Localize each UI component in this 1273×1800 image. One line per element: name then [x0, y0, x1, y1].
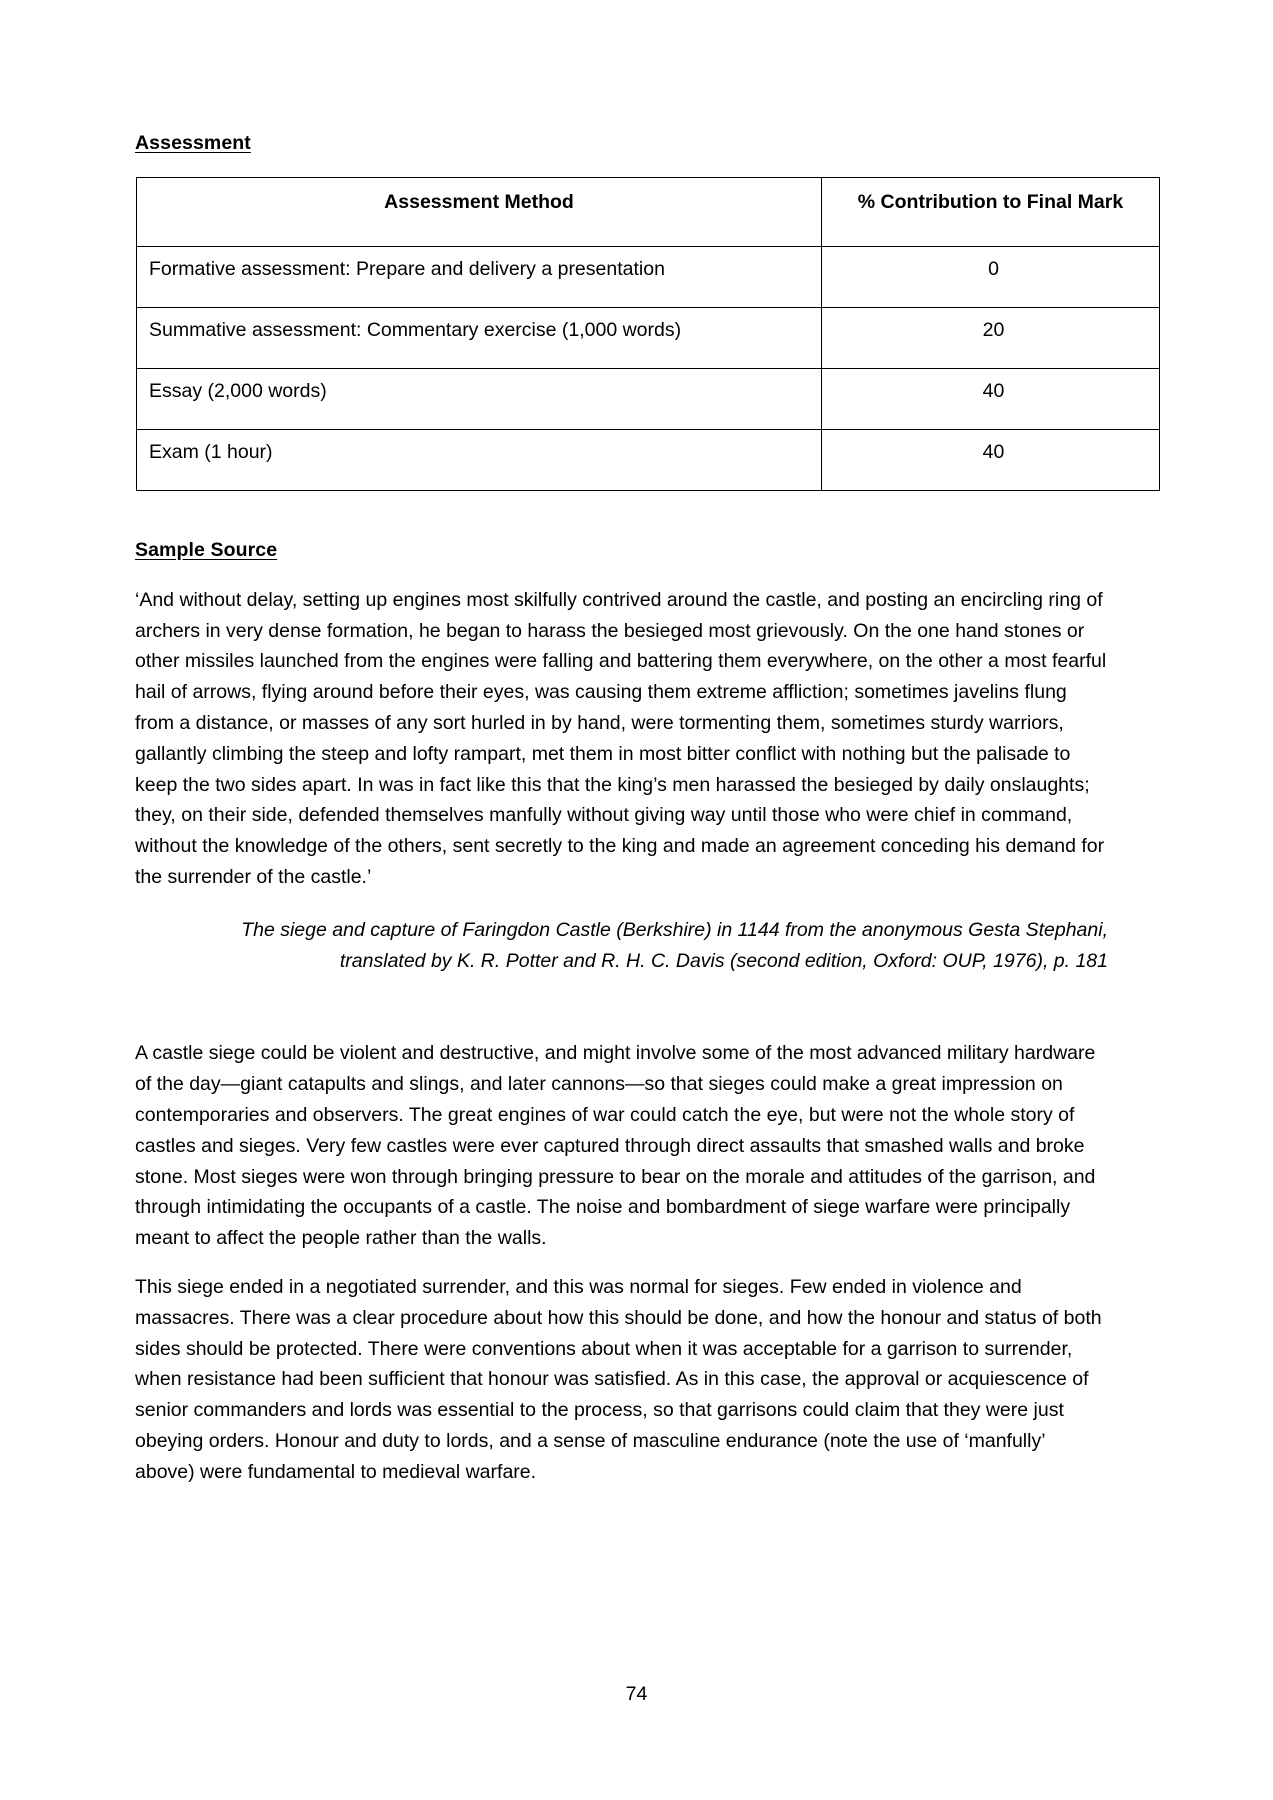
assessment-table-head — [137, 178, 1160, 247]
cell-contribution: 20 — [822, 308, 1160, 369]
source-attribution — [135, 915, 1108, 977]
commentary-spacer — [135, 976, 1108, 1038]
cell-assessment-method: Exam (1 hour) — [137, 430, 822, 491]
cell-contribution: 40 — [822, 430, 1160, 491]
sample-source-quote — [135, 585, 1108, 893]
attribution-line-1: The siege and capture of Faringdon Castle (Berkshire) in 1144 from the anonymous Gesta Stephani, — [241, 918, 1108, 941]
assessment-heading: Assessment — [135, 132, 251, 154]
commentary-paragraph-2: This siege ended in a negotiated surrender, and this was normal for sieges. Few ended in violence and massacres. There was a clear procedure about how this should be done, and how the honour and status of both sides should be protected. There were conventions about when it was acceptable for a garrison to surrender, when resistance had been sufficient that honour was satisfied. As in this case, the approval or acquiescence of senior commanders and lords was essential to the process, so that garrisons could claim that they were just obeying orders. Honour and duty to lords, and a sense of masculine endurance (note the use of ‘manfully’ above) were fundamental to medieval warfare. — [135, 1275, 1102, 1483]
cell-contribution: 40 — [822, 369, 1160, 430]
commentary-paragraph-1: A castle siege could be violent and destructive, and might involve some of the most advanced military hardware of the day—giant catapults and slings, and later cannons—so that sieges could make a great impression on contemporaries and observers. The great engines of war could catch the eye, but were not the whole story of castles and sieges. Very few castles were ever captured through direct assaults that smashed walls and broke stone. Most sieges were won through bringing pressure to bear on the morale and attitudes of the garrison, and through intimidating the occupants of a castle. The noise and bombardment of siege warfare were principally meant to affect the people rather than the walls. — [135, 1042, 1096, 1250]
table-row — [137, 308, 1160, 369]
table-row — [137, 369, 1160, 430]
assessment-table-body — [137, 247, 1160, 491]
sample-source-heading: Sample Source — [135, 539, 278, 562]
section-spacer — [135, 491, 1108, 539]
assessment-table — [136, 177, 1160, 491]
cell-assessment-method: Essay (2,000 words) — [137, 369, 822, 430]
table-row — [137, 247, 1160, 308]
cell-assessment-method: Summative assessment: Commentary exercise (1,000 words) — [137, 308, 822, 369]
page-number: 74 — [625, 1683, 648, 1705]
cell-contribution: 0 — [822, 247, 1160, 308]
quote-text: ‘And without delay, setting up engines most skilfully contrived around the castle, and posting an encircling ring of archers in very dense formation, he began to harass the besieged most grievously. On the one hand stones or other missiles launched from the engines were falling and battering them everywhere, on the other a most fearful hail of arrows, flying around before their eyes, was causing them extreme affliction; sometimes javelins flung from a distance, or masses of any sort hurled in by hand, were tormenting them, sometimes sturdy warriors, gallantly climbing the steep and lofty rampart, met them in most bitter conflict with nothing but the palisade to keep the two sides apart. In was in fact like this that the king’s men harassed the besieged by daily onslaughts; they, on their side, defended themselves manfully without giving way until those who were chief in command, without the knowledge of the others, sent secretly to the king and made an agreement conceding his demand for the surrender of the castle.’ — [135, 588, 1107, 888]
cell-assessment-method: Formative assessment: Prepare and delivery a presentation — [137, 247, 822, 308]
column-header-assessment-method: Assessment Method — [137, 178, 822, 247]
attribution-line-2: translated by K. R. Potter and R. H. C. Davis (second edition, Oxford: OUP, 1976), p. 181 — [339, 949, 1108, 972]
column-header-contribution: % Contribution to Final Mark — [822, 178, 1160, 247]
table-row — [137, 430, 1160, 491]
table-header-row — [137, 178, 1160, 247]
